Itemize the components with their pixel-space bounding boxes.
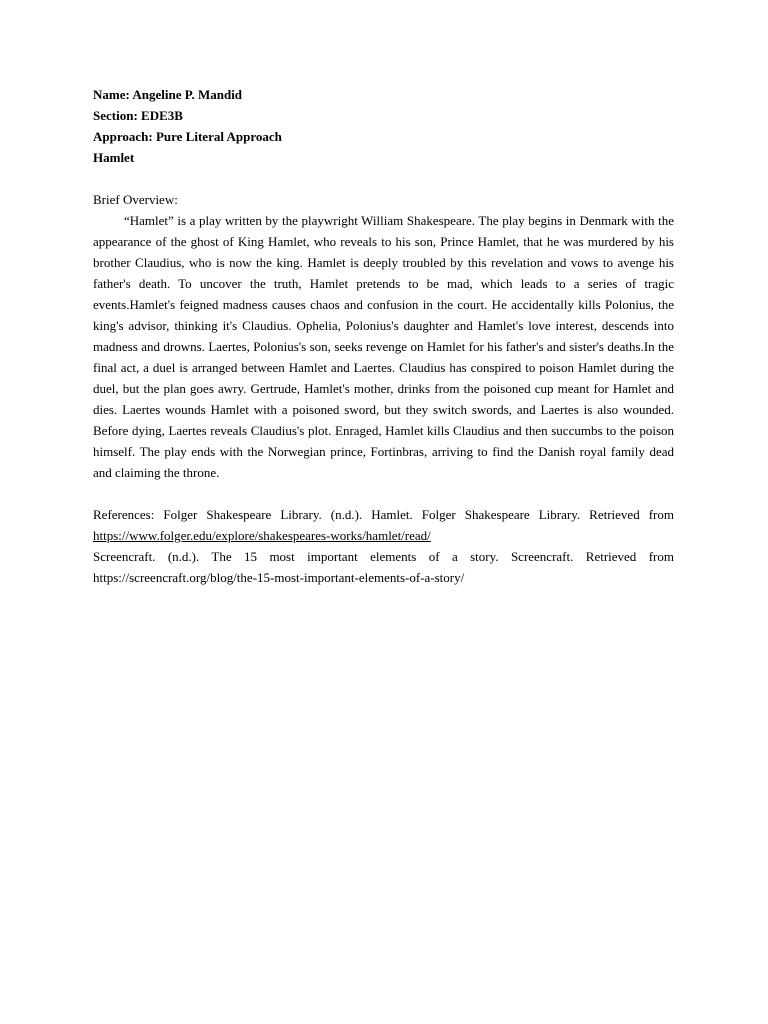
spacer [93, 168, 674, 189]
reference-1-text: References: Folger Shakespeare Library. (n.d.). Hamlet. Folger Shakespeare Library. Retrieved from [93, 507, 674, 522]
overview-paragraph: “Hamlet” is a play written by the playwright William Shakespeare. The play begins in Denmark with the appearance of the ghost of King Hamlet, who reveals to his son, Prince Hamlet, that he was murdered by his brother Claudius, who is now the king. Hamlet is deeply troubled by this revelation and vows to avenge his father's death. To uncover the truth, Hamlet pretends to be mad, which leads to a series of tragic events.Hamlet's feigned madness causes chaos and confusion in the court. He accidentally kills Polonius, the king's advisor, thinking it's Claudius. Ophelia, Polonius's daughter and Hamlet's love interest, descends into madness and drowns. Laertes, Polonius's son, seeks revenge on Hamlet for his father's and sister's deaths.In the final act, a duel is arranged between Hamlet and Laertes. Claudius has conspired to poison Hamlet during the duel, but the plan goes awry. Gertrude, Hamlet's mother, drinks from the poisoned cup meant for Hamlet and dies. Laertes wounds Hamlet with a poisoned sword, but they switch swords, and Laertes is also wounded. Before dying, Laertes reveals Claudius's plot. Enraged, Hamlet kills Claudius and then succumbs to the poison himself. The play ends with the Norwegian prince, Fortinbras, arriving to find the Danish royal family dead and claiming the throne. [93, 213, 674, 480]
reference-2 [93, 546, 674, 588]
reference-2-text: Screencraft. (n.d.). The 15 most important elements of a story. Screencraft. Retrieved from [93, 549, 674, 564]
overview-label: Brief Overview: [93, 192, 178, 207]
reference-2-url: https://screencraft.org/blog/the-15-most-important-elements-of-a-story/ [93, 570, 465, 585]
reference-1 [93, 504, 674, 546]
document-title: Hamlet [93, 150, 135, 165]
reference-1-link[interactable]: https://www.folger.edu/explore/shakespeares-works/hamlet/read/ [93, 528, 431, 543]
document-content [93, 84, 674, 588]
approach-label: Approach: Pure Literal Approach [93, 129, 282, 144]
spacer [93, 483, 674, 504]
student-name: Name: Angeline P. Mandid [93, 87, 243, 102]
student-section: Section: EDE3B [93, 108, 183, 123]
